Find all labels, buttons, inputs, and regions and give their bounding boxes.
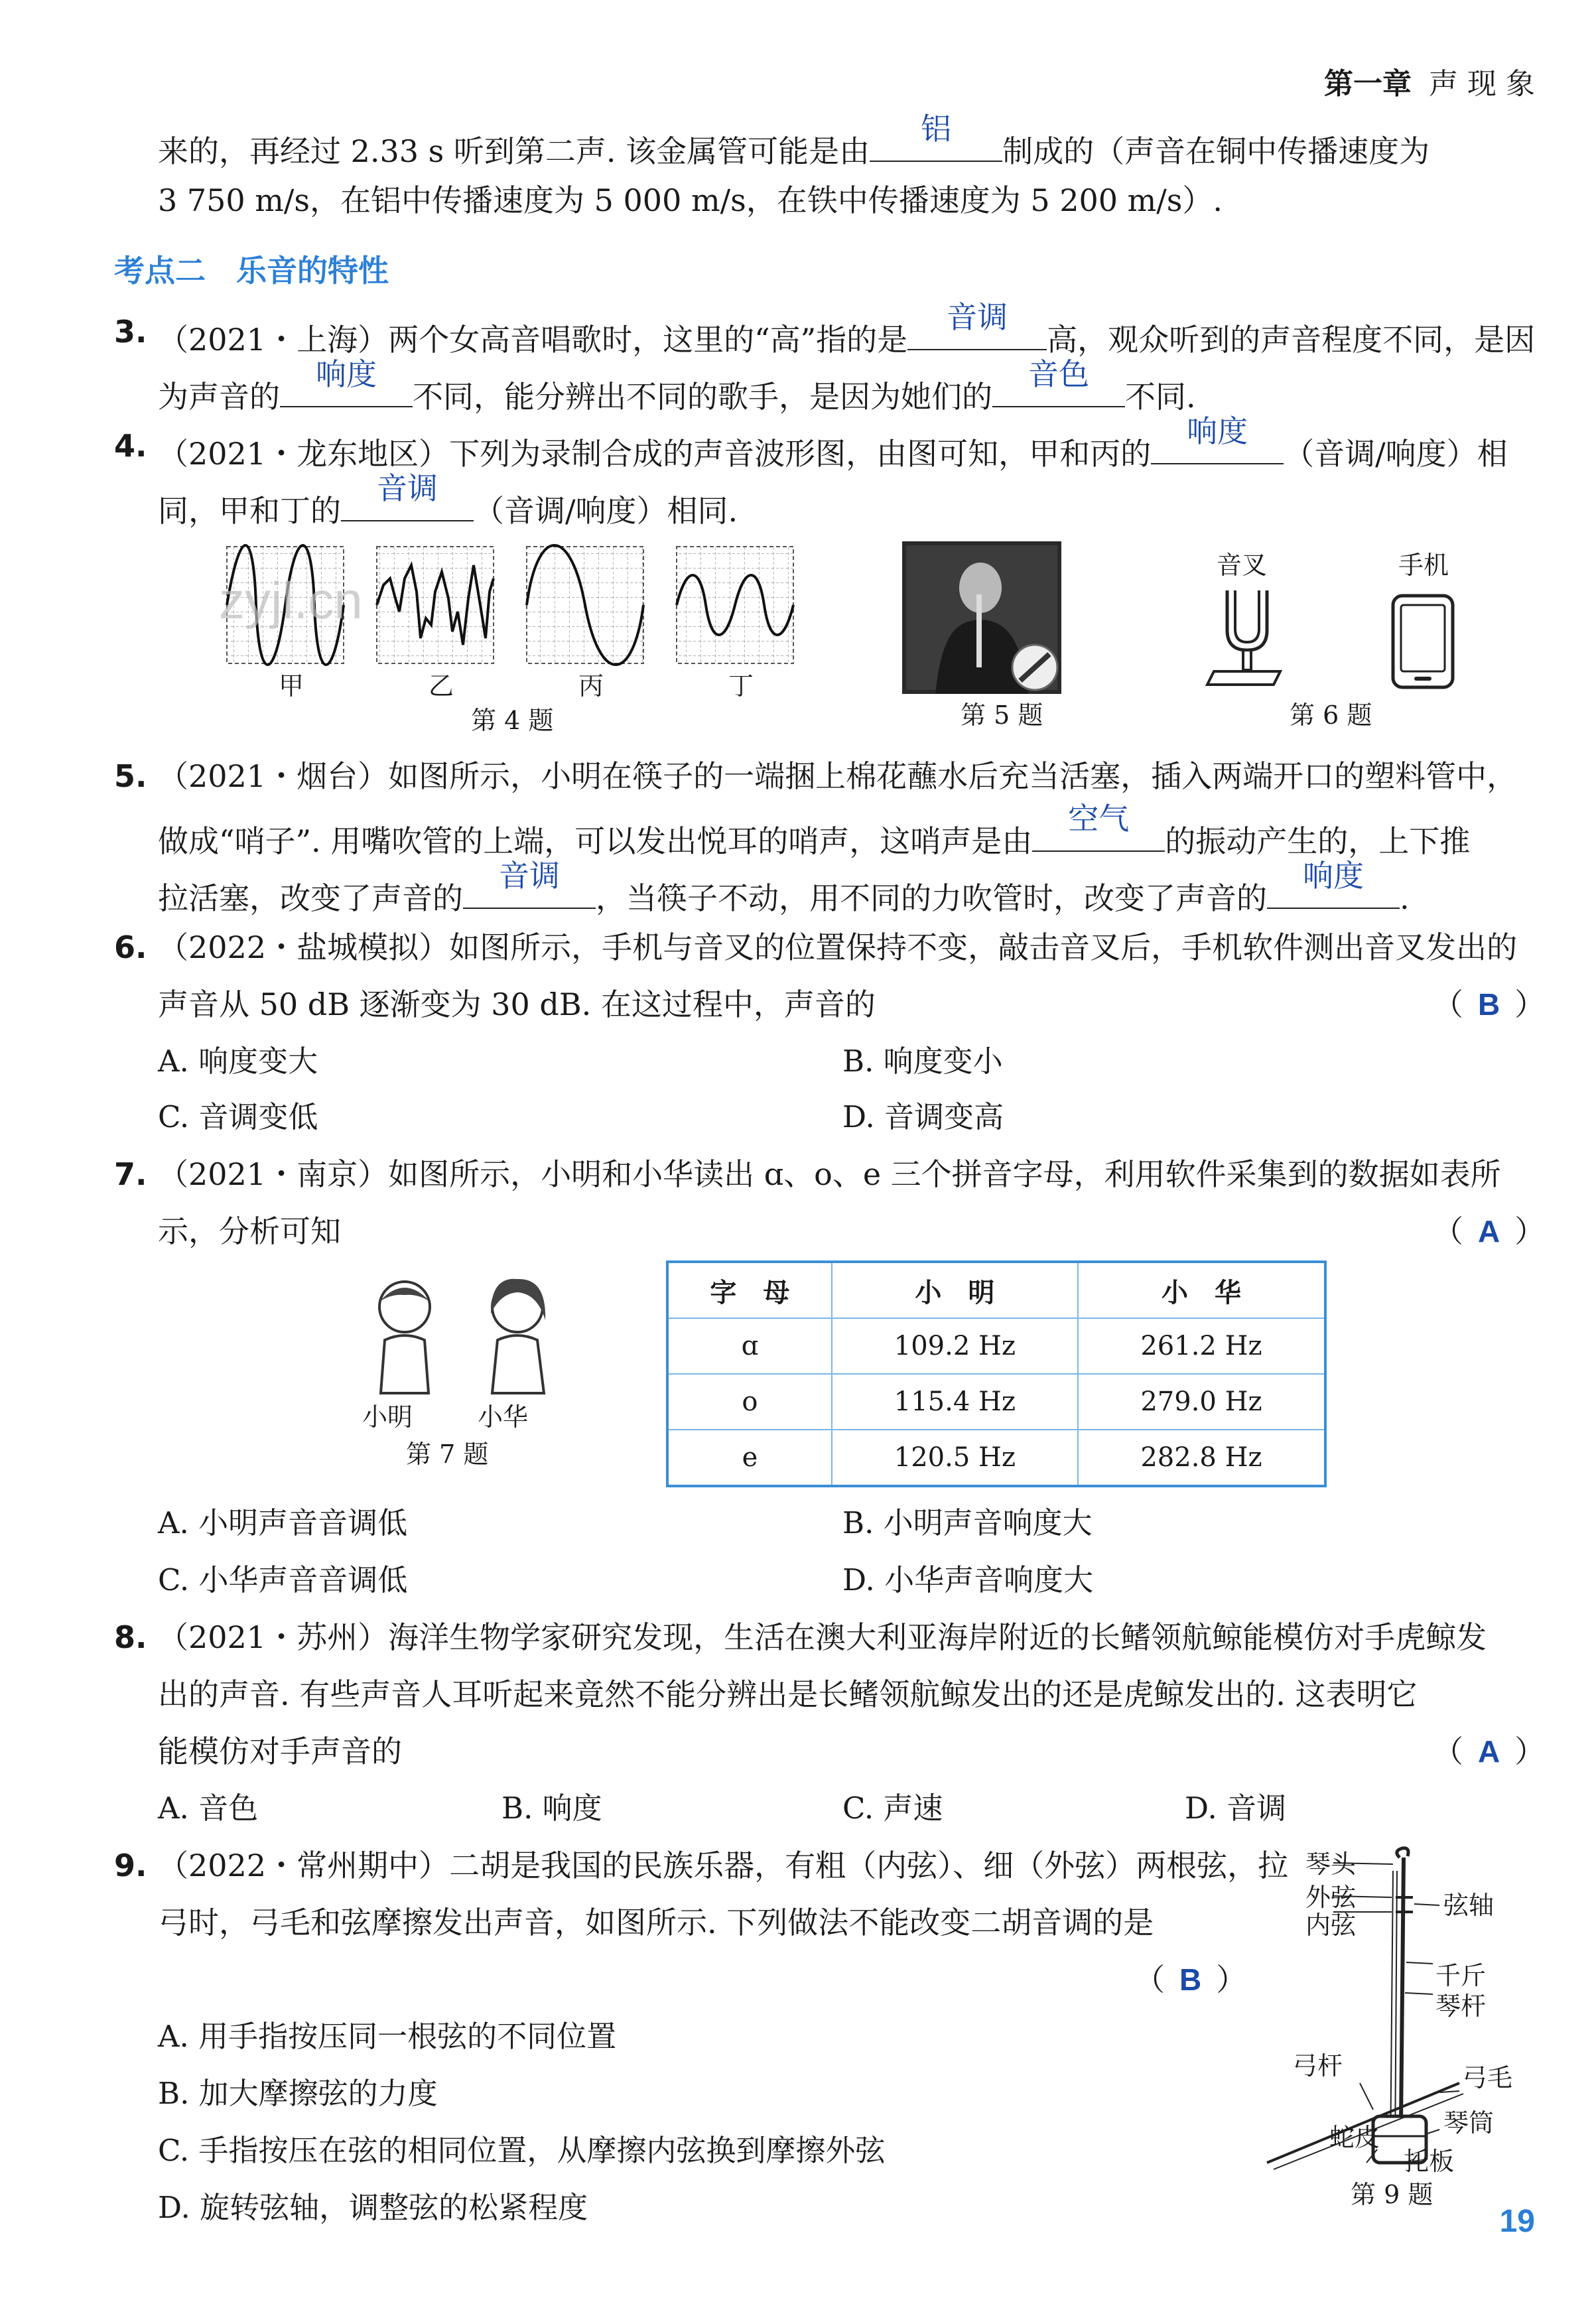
q8-line3: 能模仿对手声音的 [158,1733,402,1769]
erhu-label-skin: 蛇皮 [1329,2123,1380,2152]
q6-option-d: D. 音调变高 [842,1099,1004,1134]
q7-line1: （2021・南京）如图所示，小明和小华读出 ɑ、o、e 三个拼音字母，利用软件采集到的数据如表所 [158,1156,1501,1192]
q9-option-b: B. 加大摩擦弦的力度 [158,2076,438,2111]
girl-icon [491,1279,545,1393]
page-number: 19 [1499,2204,1535,2239]
q9-option-c: C. 手指按压在弦的相同位置，从摩擦内弦换到摩擦外弦 [158,2133,886,2168]
q7-number: 7. [114,1156,147,1192]
q6-line1: （2022・盐城模拟）如图所示，手机与音叉的位置保持不变，敲击音叉后，手机软件测出音叉发出的 [158,929,1518,965]
fig4-caption: 第 4 题 [471,706,554,735]
fig7-caption: 第 7 题 [406,1440,489,1469]
q3-blank-3: 音色 [992,369,1125,407]
q8-line1: （2021・苏州）海洋生物学家研究发现，生活在澳大利亚海岸附近的长鳍领航鲸能模仿对手虎鲸发 [158,1619,1487,1655]
table-cell: o [667,1374,832,1430]
q2-blank: 铝 [870,123,1002,162]
frequency-table [666,1260,1327,1487]
q8-option-d: D. 音调 [1185,1791,1287,1826]
page-header [1324,60,1535,102]
fig9-caption: 第 9 题 [1351,2180,1433,2209]
q5-number: 5. [114,758,147,794]
fig7-children [358,1274,584,1406]
waveform-yi [377,547,494,663]
fig6-fork-label: 音叉 [1217,551,1268,580]
q8-line2: 出的声音. 有些声音人耳听起来竟然不能分辨出是长鳍领航鲸发出的还是虎鲸发出的. 这表明它 [158,1676,1418,1712]
fig5-photo [902,541,1061,694]
fig6-caption: 第 6 题 [1290,701,1372,730]
q9-option-d: D. 旋转弦轴，调整弦的松紧程度 [158,2190,588,2225]
table-row [667,1374,1325,1430]
table-cell: 120.5 Hz [832,1430,1078,1486]
q7-option-d: D. 小华声音响度大 [842,1562,1094,1597]
table-cell: 109.2 Hz [832,1318,1078,1374]
erhu-label-top: 琴头 [1305,1850,1357,1879]
q8-option-c: C. 声速 [842,1791,943,1826]
erhu-label-base: 托板 [1404,2147,1455,2176]
fig6-drawing [1201,584,1466,697]
table-row [667,1318,1325,1374]
q3-line2: 为声音的 响度 不同，能分辨出不同的歌手，是因为她们的 音色 不同. [158,356,1196,415]
erhu-label-hair: 弓毛 [1462,2063,1513,2092]
table-cell: 282.8 Hz [1078,1430,1325,1486]
q9-answer: （ B ） [1134,1962,1247,1998]
q4-blank-2: 音调 [341,483,474,521]
q5-line3: 拉活塞，改变了声音的 音调 ，当筷子不动，用不同的力吹管时，改变了声音的 响度 . [158,858,1410,916]
q7-option-a: A. 小明声音音调低 [158,1505,408,1540]
table-cell: 261.2 Hz [1078,1318,1325,1374]
erhu-figure [1260,1844,1539,2189]
q8-answer: （ A ） [1433,1733,1546,1769]
fig7-label-xiaohua: 小华 [478,1402,529,1432]
chapter-title: 声 现 象 [1429,67,1535,101]
q4-blank-1: 响度 [1151,426,1284,464]
table-cell: ɑ [667,1318,832,1374]
q2-line1: 来的，再经过 2.33 s 听到第二声. 该金属管可能是由 铝 制成的（声音在铜中传播速度为 [158,111,1430,169]
q5-blank-2: 音调 [463,870,596,909]
q9-line2: 弓时，弓毛和弦摩擦发出声音，如图所示. 下列做法不能改变二胡音调的是 [158,1905,1154,1940]
erhu-label-inner: 内弦 [1305,1911,1357,1940]
erhu-label-bow: 弓杆 [1292,2051,1343,2080]
waveform-ding [677,547,793,663]
q5-blank-3: 响度 [1267,870,1400,909]
table-cell: 279.0 Hz [1078,1374,1325,1430]
table-header: 小 华 [1078,1262,1325,1318]
q7-answer: （ A ） [1433,1213,1546,1249]
section-title: 考点二 乐音的特性 [114,253,389,289]
q3-blank-2: 响度 [280,369,413,407]
wave-label-yi: 乙 [429,671,454,701]
table-header: 小 明 [832,1262,1078,1318]
phone-icon [1393,596,1453,687]
boy-icon [379,1282,430,1393]
chapter-label: 第一章 [1324,67,1412,101]
table-cell: e [667,1430,832,1486]
q6-option-a: A. 响度变大 [158,1044,318,1079]
q7-line2: 示，分析可知 [158,1213,341,1249]
q6-answer: （ B ） [1433,986,1546,1022]
fig6-phone-label: 手机 [1398,551,1449,580]
q9-line1: （2022・常州期中）二胡是我国的民族乐器，有粗（内弦）、细（外弦）两根弦，拉 [158,1848,1289,1883]
q5-line2: 做成“哨子”. 用嘴吹管的上端，可以发出悦耳的哨声，这哨声是由 空气 的振动产生的，上下推 [158,801,1471,859]
tuning-fork-icon [1207,590,1280,685]
q3-line1: （2021・上海）两个女高音唱歌时，这里的“高”指的是 音调 高，观众听到的声音程度不同，是因 [158,299,1536,358]
erhu-label-peg: 弦轴 [1443,1891,1495,1920]
q6-line2: 声音从 50 dB 逐渐变为 30 dB. 在这过程中，声音的 [158,986,876,1022]
erhu-label-neck: 琴杆 [1435,1992,1487,2021]
erhu-label-drum: 琴筒 [1443,2108,1495,2137]
q5-line1: （2021・烟台）如图所示，小明在筷子的一端捆上棉花蘸水后充当活塞，插入两端开口的塑料管中， [158,758,1518,794]
q4-line1: （2021・龙东地区）下列为录制合成的声音波形图，由图可知，甲和丙的 响度 （音调/响度）相 [158,413,1508,472]
waveform-bing [527,545,643,665]
fig7-label-xiaoming: 小明 [362,1402,413,1432]
q3-blank-1: 音调 [907,312,1047,350]
q6-option-b: B. 响度变小 [842,1044,1003,1079]
wave-label-jia: 甲 [279,671,304,701]
table-header-row [667,1262,1325,1318]
table-header: 字 母 [667,1262,832,1318]
q8-number: 8. [114,1619,147,1655]
q3-number: 3. [114,314,147,350]
q2-line2: 3 750 m/s，在铝中传播速度为 5 000 m/s，在铁中传播速度为 5 200 m/s）. [158,182,1223,218]
erhu-label-outer: 外弦 [1305,1883,1357,1912]
q7-option-c: C. 小华声音音调低 [158,1562,408,1597]
wave-label-ding: 丁 [728,671,754,701]
wave-label-bing: 丙 [578,671,604,701]
q6-number: 6. [114,929,147,965]
q9-number: 9. [114,1848,147,1883]
q8-option-a: A. 音色 [158,1791,259,1826]
table-cell: 115.4 Hz [832,1374,1078,1430]
erhu-label-qianjin: 千斤 [1435,1961,1487,1990]
q5-blank-1: 空气 [1032,813,1165,852]
watermark: zyjl.cn [219,571,363,630]
q4-number: 4. [114,428,147,464]
q8-option-b: B. 响度 [501,1791,602,1826]
table-row [667,1430,1325,1486]
q4-line2: 同，甲和丁的 音调 （音调/响度）相同. [158,470,738,529]
fig5-caption: 第 5 题 [961,701,1043,730]
q9-option-a: A. 用手指按压同一根弦的不同位置 [158,2019,617,2054]
q6-option-c: C. 音调变低 [158,1099,318,1134]
q7-option-b: B. 小明声音响度大 [842,1505,1093,1540]
